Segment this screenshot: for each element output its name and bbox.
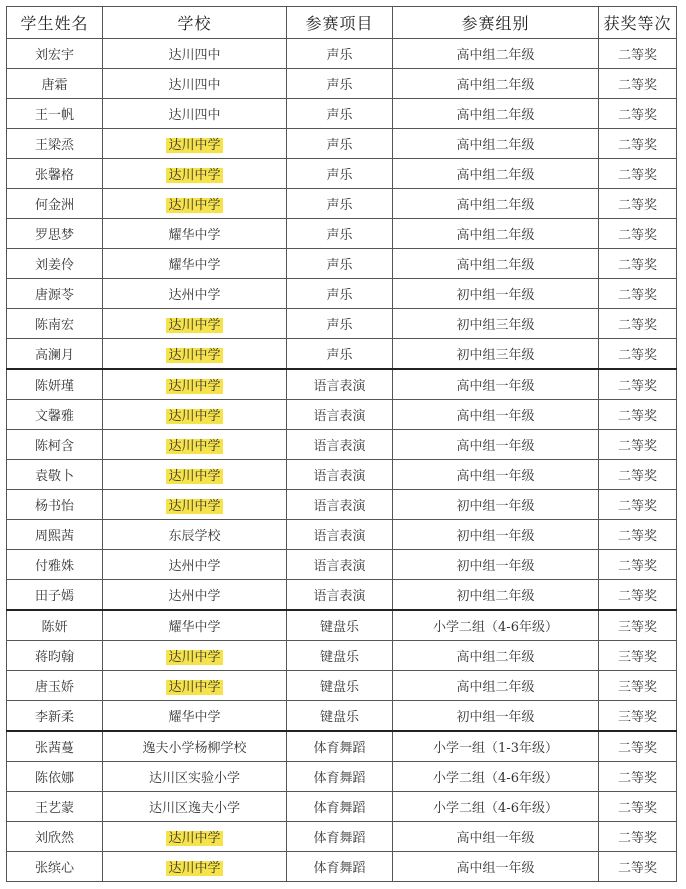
cell-group: 初中组一年级 <box>393 279 599 309</box>
table-row <box>7 701 677 732</box>
highlighted-school-text: 达川中学 <box>168 409 221 424</box>
cell-school: 达川区实验小学 <box>103 762 287 792</box>
cell-award: 二等奖 <box>599 400 677 430</box>
cell-school: 达州中学 <box>103 580 287 611</box>
cell-student-name: 王艺蒙 <box>7 792 103 822</box>
cell-school: 达川四中 <box>103 99 287 129</box>
cell-award: 二等奖 <box>599 580 677 611</box>
cell-award: 二等奖 <box>599 792 677 822</box>
cell-event: 键盘乐 <box>287 610 393 641</box>
cell-award: 二等奖 <box>599 189 677 219</box>
cell-student-name: 何金洲 <box>7 189 103 219</box>
cell-award: 三等奖 <box>599 641 677 671</box>
table-row <box>7 369 677 400</box>
table-row <box>7 159 677 189</box>
cell-event: 语言表演 <box>287 520 393 550</box>
table-row <box>7 430 677 460</box>
cell-event: 语言表演 <box>287 550 393 580</box>
cell-school: 达州中学 <box>103 279 287 309</box>
cell-school <box>103 852 287 882</box>
award-table <box>6 6 677 882</box>
cell-student-name: 张缤心 <box>7 852 103 882</box>
table-row <box>7 219 677 249</box>
cell-event: 体育舞蹈 <box>287 731 393 762</box>
table-row <box>7 129 677 159</box>
header-row <box>7 7 677 39</box>
cell-student-name: 周熙茜 <box>7 520 103 550</box>
table-row <box>7 580 677 611</box>
table-row <box>7 731 677 762</box>
cell-student-name: 张馨格 <box>7 159 103 189</box>
cell-event: 声乐 <box>287 339 393 370</box>
cell-group: 小学一组（1-3年级） <box>393 731 599 762</box>
cell-event: 声乐 <box>287 69 393 99</box>
cell-group: 初中组一年级 <box>393 550 599 580</box>
cell-school <box>103 822 287 852</box>
cell-group: 高中组二年级 <box>393 671 599 701</box>
cell-event: 语言表演 <box>287 369 393 400</box>
cell-student-name: 张茜蔓 <box>7 731 103 762</box>
cell-event: 声乐 <box>287 159 393 189</box>
cell-group: 高中组一年级 <box>393 822 599 852</box>
cell-school: 达州中学 <box>103 550 287 580</box>
cell-student-name: 刘欣然 <box>7 822 103 852</box>
highlighted-school-text: 达川中学 <box>168 680 221 695</box>
header-group: 参赛组别 <box>393 7 599 39</box>
cell-school: 达川四中 <box>103 69 287 99</box>
award-list-document <box>6 6 676 878</box>
cell-school <box>103 490 287 520</box>
cell-award: 二等奖 <box>599 490 677 520</box>
cell-group: 高中组一年级 <box>393 430 599 460</box>
cell-award: 二等奖 <box>599 369 677 400</box>
cell-student-name: 刘宏宇 <box>7 39 103 69</box>
highlighted-school-text: 达川中学 <box>168 861 221 876</box>
cell-group: 高中组二年级 <box>393 249 599 279</box>
cell-award: 二等奖 <box>599 430 677 460</box>
table-row <box>7 762 677 792</box>
cell-award: 三等奖 <box>599 671 677 701</box>
cell-group: 高中组二年级 <box>393 39 599 69</box>
highlighted-school-text: 达川中学 <box>168 348 221 363</box>
cell-group: 初中组二年级 <box>393 580 599 611</box>
table-row <box>7 822 677 852</box>
table-header <box>7 7 677 39</box>
cell-group: 初中组三年级 <box>393 339 599 370</box>
highlighted-school-text: 达川中学 <box>168 318 221 333</box>
cell-school <box>103 189 287 219</box>
cell-student-name: 蒋昀翰 <box>7 641 103 671</box>
highlighted-school-text: 达川中学 <box>168 379 221 394</box>
table-row <box>7 671 677 701</box>
cell-award: 二等奖 <box>599 852 677 882</box>
cell-event: 声乐 <box>287 189 393 219</box>
cell-student-name: 陈柯含 <box>7 430 103 460</box>
cell-group: 小学二组（4-6年级） <box>393 610 599 641</box>
highlighted-school-text: 达川中学 <box>168 831 221 846</box>
cell-event: 声乐 <box>287 99 393 129</box>
cell-group: 高中组二年级 <box>393 129 599 159</box>
cell-group: 高中组一年级 <box>393 852 599 882</box>
cell-award: 二等奖 <box>599 309 677 339</box>
cell-school <box>103 671 287 701</box>
cell-student-name: 唐玉娇 <box>7 671 103 701</box>
cell-award: 二等奖 <box>599 129 677 159</box>
cell-event: 语言表演 <box>287 490 393 520</box>
table-row <box>7 99 677 129</box>
cell-event: 体育舞蹈 <box>287 792 393 822</box>
cell-event: 体育舞蹈 <box>287 762 393 792</box>
cell-group: 小学二组（4-6年级） <box>393 762 599 792</box>
header-event: 参赛项目 <box>287 7 393 39</box>
cell-group: 高中组一年级 <box>393 369 599 400</box>
cell-award: 二等奖 <box>599 219 677 249</box>
cell-event: 声乐 <box>287 279 393 309</box>
cell-award: 二等奖 <box>599 99 677 129</box>
cell-award: 二等奖 <box>599 822 677 852</box>
table-row <box>7 39 677 69</box>
table-row <box>7 460 677 490</box>
cell-award: 二等奖 <box>599 39 677 69</box>
cell-school <box>103 159 287 189</box>
cell-student-name: 杨书怡 <box>7 490 103 520</box>
cell-student-name: 陈妍 <box>7 610 103 641</box>
cell-school <box>103 641 287 671</box>
cell-event: 体育舞蹈 <box>287 852 393 882</box>
cell-group: 高中组二年级 <box>393 159 599 189</box>
cell-event: 键盘乐 <box>287 671 393 701</box>
table-row <box>7 490 677 520</box>
cell-event: 语言表演 <box>287 580 393 611</box>
cell-award: 三等奖 <box>599 610 677 641</box>
cell-group: 高中组二年级 <box>393 641 599 671</box>
cell-school <box>103 339 287 370</box>
table-row <box>7 792 677 822</box>
highlighted-school-text: 达川中学 <box>168 138 221 153</box>
cell-school <box>103 400 287 430</box>
cell-school <box>103 460 287 490</box>
cell-event: 声乐 <box>287 39 393 69</box>
cell-school: 达川四中 <box>103 39 287 69</box>
cell-event: 键盘乐 <box>287 701 393 732</box>
cell-award: 三等奖 <box>599 701 677 732</box>
cell-event: 声乐 <box>287 219 393 249</box>
table-row <box>7 400 677 430</box>
cell-school: 逸夫小学杨柳学校 <box>103 731 287 762</box>
table-row <box>7 852 677 882</box>
cell-award: 二等奖 <box>599 520 677 550</box>
cell-group: 初中组一年级 <box>393 490 599 520</box>
cell-student-name: 陈妍瑾 <box>7 369 103 400</box>
cell-event: 语言表演 <box>287 430 393 460</box>
cell-student-name: 唐霜 <box>7 69 103 99</box>
cell-student-name: 袁敬卜 <box>7 460 103 490</box>
cell-student-name: 刘姜伶 <box>7 249 103 279</box>
cell-student-name: 唐源苓 <box>7 279 103 309</box>
cell-award: 二等奖 <box>599 249 677 279</box>
cell-student-name: 王梁烝 <box>7 129 103 159</box>
cell-group: 高中组一年级 <box>393 460 599 490</box>
cell-group: 高中组二年级 <box>393 219 599 249</box>
cell-group: 初中组一年级 <box>393 701 599 732</box>
cell-award: 二等奖 <box>599 550 677 580</box>
cell-event: 声乐 <box>287 249 393 279</box>
header-award: 获奖等次 <box>599 7 677 39</box>
cell-event: 语言表演 <box>287 460 393 490</box>
cell-event: 声乐 <box>287 129 393 159</box>
cell-school <box>103 430 287 460</box>
cell-school: 达川区逸夫小学 <box>103 792 287 822</box>
cell-event: 体育舞蹈 <box>287 822 393 852</box>
cell-group: 初中组三年级 <box>393 309 599 339</box>
cell-award: 二等奖 <box>599 159 677 189</box>
highlighted-school-text: 达川中学 <box>168 168 221 183</box>
cell-event: 键盘乐 <box>287 641 393 671</box>
cell-student-name: 陈南宏 <box>7 309 103 339</box>
table-row <box>7 189 677 219</box>
highlighted-school-text: 达川中学 <box>168 198 221 213</box>
cell-group: 高中组二年级 <box>393 189 599 219</box>
table-body <box>7 39 677 882</box>
cell-school <box>103 309 287 339</box>
cell-student-name: 付雅姝 <box>7 550 103 580</box>
table-row <box>7 641 677 671</box>
cell-student-name: 李新柔 <box>7 701 103 732</box>
cell-school: 耀华中学 <box>103 701 287 732</box>
table-row <box>7 69 677 99</box>
cell-group: 小学二组（4-6年级） <box>393 792 599 822</box>
highlighted-school-text: 达川中学 <box>168 650 221 665</box>
table-row <box>7 309 677 339</box>
table-row <box>7 249 677 279</box>
cell-group: 高中组二年级 <box>393 69 599 99</box>
cell-award: 二等奖 <box>599 731 677 762</box>
cell-award: 二等奖 <box>599 460 677 490</box>
cell-school: 耀华中学 <box>103 610 287 641</box>
table-row <box>7 339 677 370</box>
cell-school: 东辰学校 <box>103 520 287 550</box>
cell-event: 语言表演 <box>287 400 393 430</box>
cell-school: 耀华中学 <box>103 219 287 249</box>
highlighted-school-text: 达川中学 <box>168 469 221 484</box>
cell-student-name: 罗思梦 <box>7 219 103 249</box>
cell-student-name: 王一帆 <box>7 99 103 129</box>
table-row <box>7 520 677 550</box>
header-student-name: 学生姓名 <box>7 7 103 39</box>
highlighted-school-text: 达川中学 <box>168 499 221 514</box>
cell-event: 声乐 <box>287 309 393 339</box>
cell-student-name: 文馨雅 <box>7 400 103 430</box>
cell-award: 二等奖 <box>599 339 677 370</box>
cell-student-name: 陈依娜 <box>7 762 103 792</box>
cell-award: 二等奖 <box>599 279 677 309</box>
highlighted-school-text: 达川中学 <box>168 439 221 454</box>
table-row <box>7 610 677 641</box>
cell-student-name: 田子嫣 <box>7 580 103 611</box>
cell-group: 高中组二年级 <box>393 99 599 129</box>
cell-school: 耀华中学 <box>103 249 287 279</box>
cell-school <box>103 129 287 159</box>
cell-student-name: 高澜月 <box>7 339 103 370</box>
cell-group: 高中组一年级 <box>393 400 599 430</box>
table-row <box>7 550 677 580</box>
cell-school <box>103 369 287 400</box>
table-row <box>7 279 677 309</box>
cell-award: 二等奖 <box>599 762 677 792</box>
cell-group: 初中组一年级 <box>393 520 599 550</box>
header-school: 学校 <box>103 7 287 39</box>
cell-award: 二等奖 <box>599 69 677 99</box>
